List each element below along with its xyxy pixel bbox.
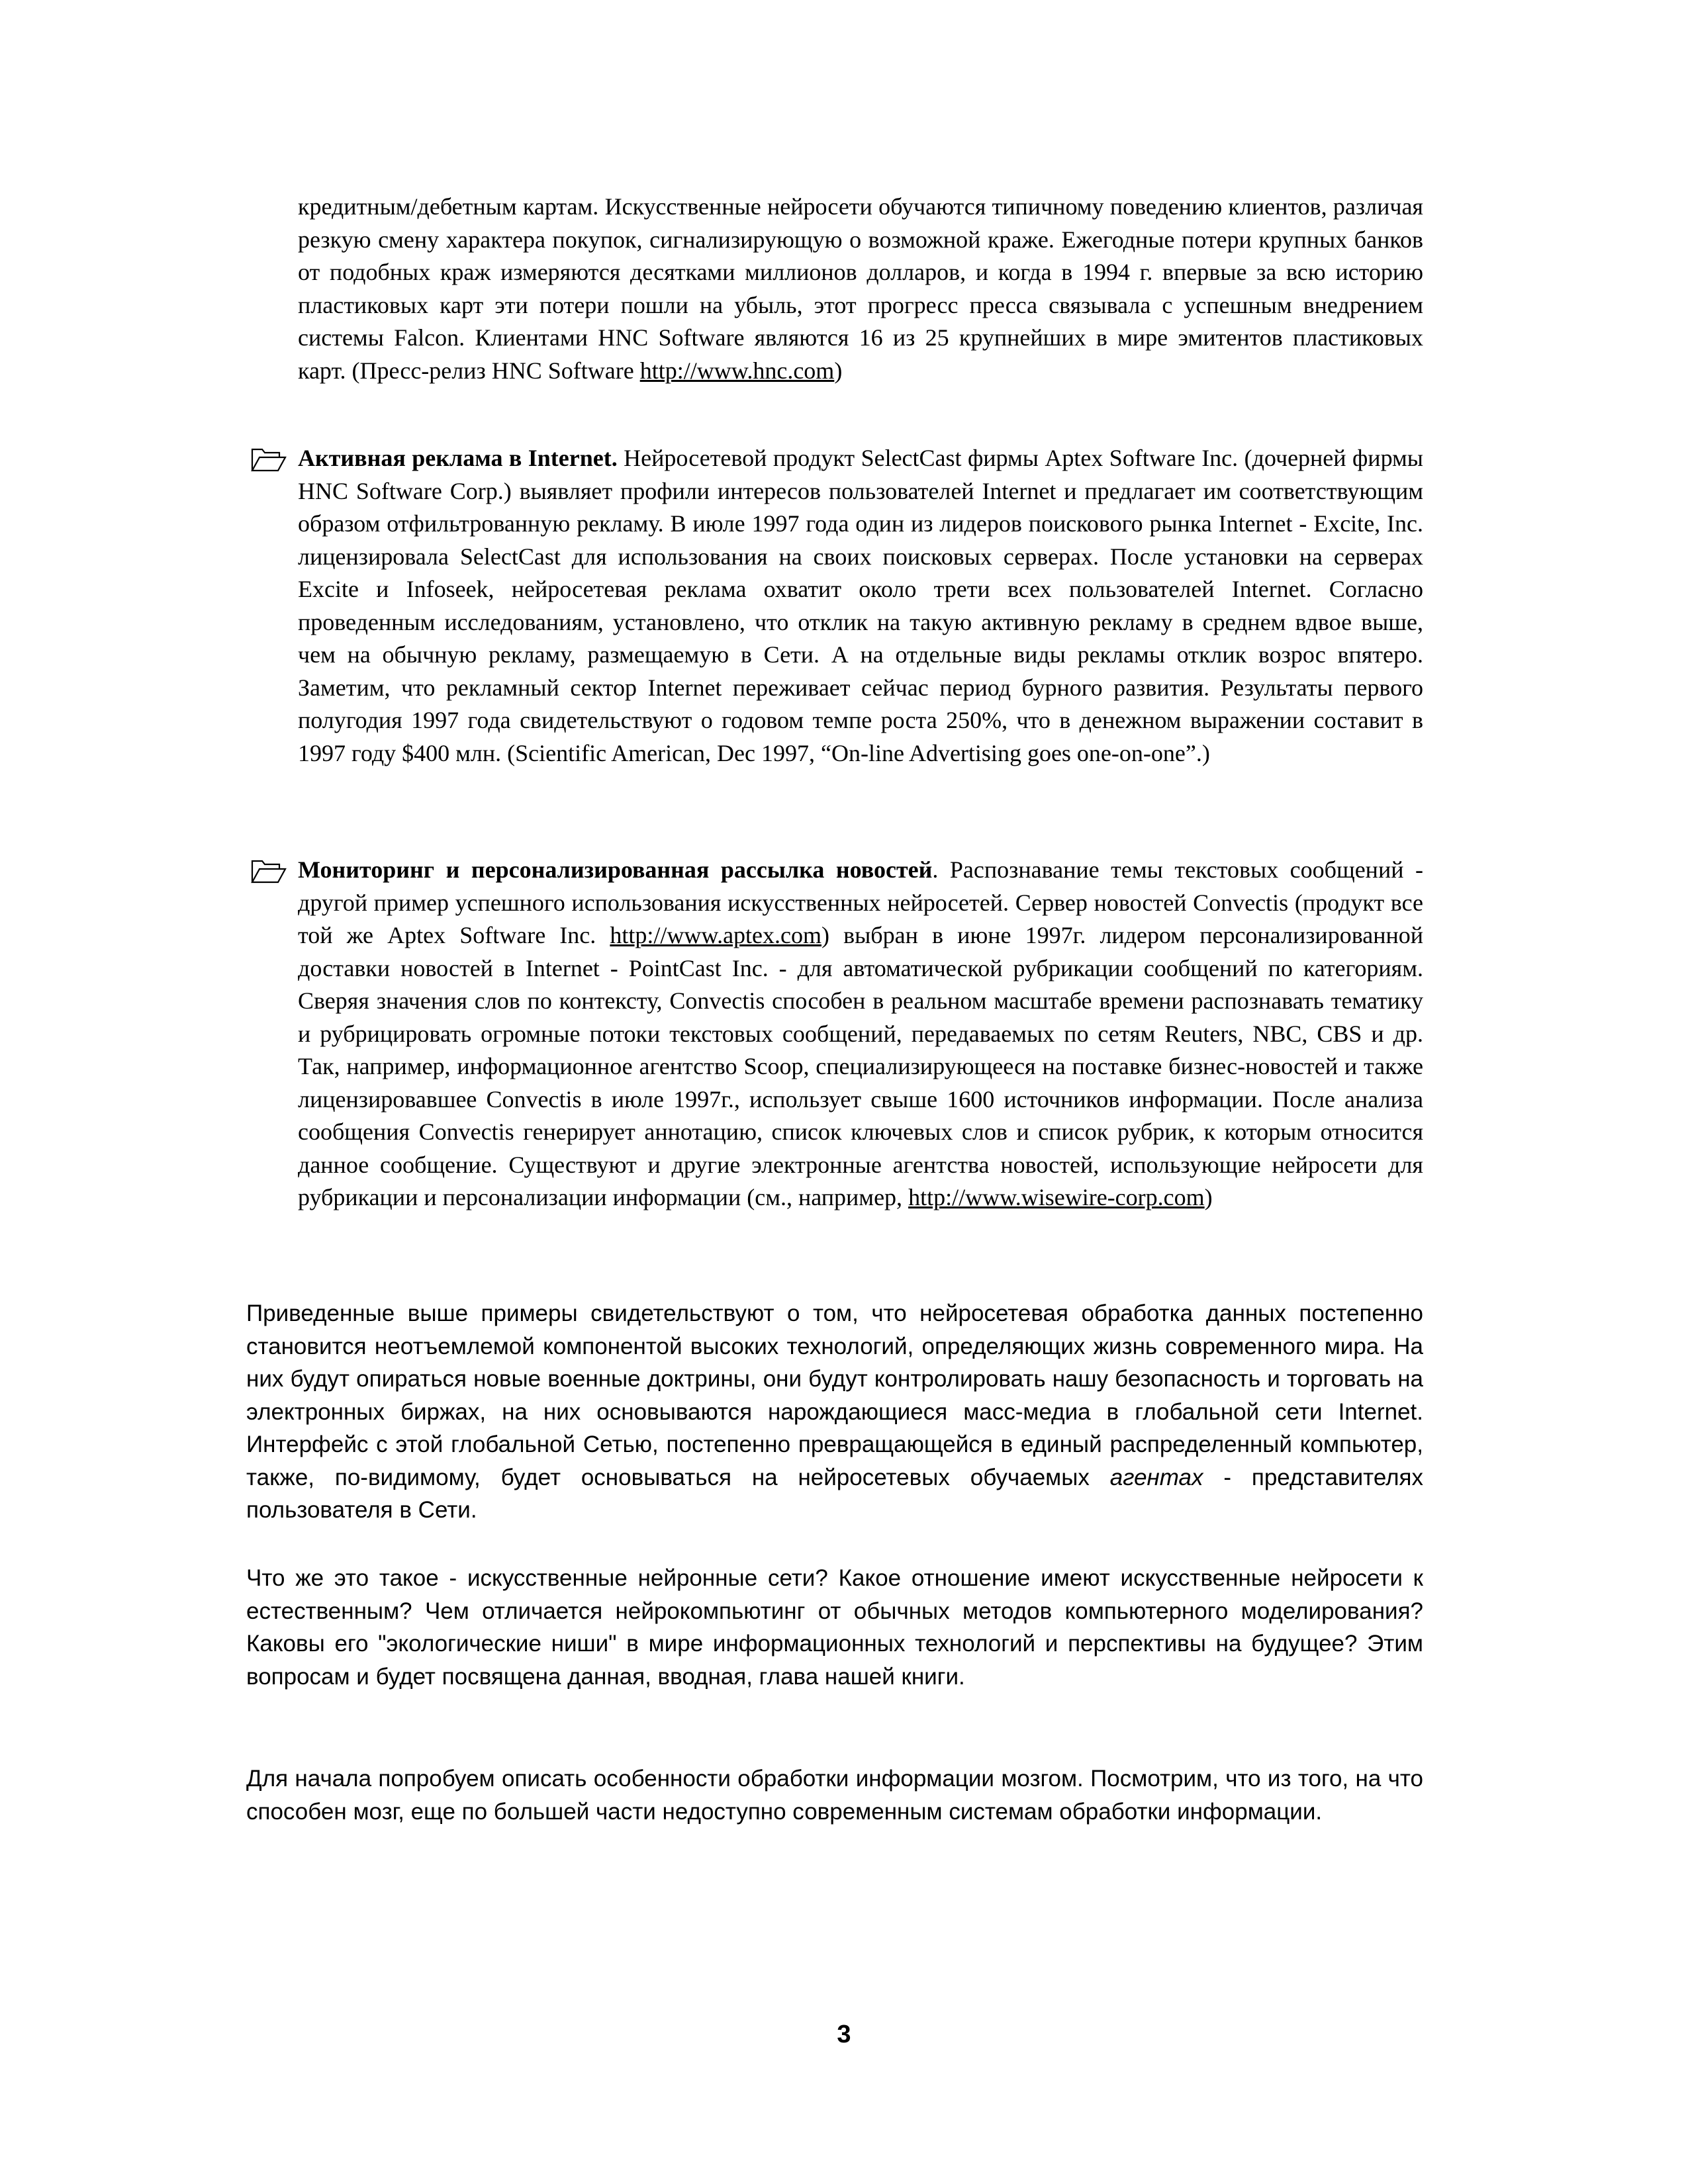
hnc-link[interactable]: http://www.hnc.com — [639, 357, 835, 384]
continuation-paragraph — [298, 191, 1423, 387]
bullet-text: Нейросетевой продукт SelectCast фирмы Aptex Software Inc. (дочерней фирмы HNC Software Corp.) выявляет профили интересов пользователей Internet и предлагает им соответствующим образом отфильтрованную рекламу. В июле 1997 года один из лидеров поискового рынка Internet - Excite, Inc. лицензировала SelectCast для использования на своих поисковых серверах. После установки на серверах Excite и Infoseek, нейросетевая реклама охватит около трети всех пользователей Internet. Согласно проведенным исследованиям, установлено, что отклик на такую активную рекламу в среднем вдвое выше, чем на обычную рекламу, размещаемую в Сети. А на отдельные виды рекламы отклик возрос впятеро. Заметим, что рекламный сектор Internet переживает сейчас период бурного развития. Результаты первого полугодия 1997 года свидетельствуют о годовом темпе роста 250%, что в денежном выражении составит в 1997 году $400 млн. (Scientific American, Dec 1997, “On-line Advertising goes one-on-one”.) — [298, 445, 1423, 766]
intro-paragraph — [246, 1762, 1423, 1828]
continuation-text: кредитным/дебетным картам. Искусственные нейросети обучаются типичному поведению клиентов, различая резкую смену характера покупок, сигнализирующую о возможной краже. Ежегодные потери крупных банков от подобных краж измеряются десятками миллионов долларов, и когда в 1994 г. впервые за всю историю пластиковых карт эти потери пошли на убыль, этот прогресс пресса связывала с успешным внедрением системы Falcon. Клиентами HNC Software являются 16 из 25 крупнейших в мире эмитентов пластиковых карт. (Пресс-релиз HNC Software — [298, 193, 1423, 384]
bullet-title: Мониторинг и персонализированная рассылка новостей — [298, 856, 933, 883]
aptex-link[interactable]: http://www.aptex.com — [610, 922, 822, 948]
open-folder-icon — [250, 446, 287, 473]
questions-paragraph — [246, 1562, 1423, 1693]
bullet-item-active-advertising — [298, 442, 1423, 770]
bullet-text: ) — [1204, 1184, 1213, 1210]
paragraph-text: Что же это такое - искусственные нейронные сети? Какое отношение имеют искусственные нейросети к естественным? Чем отличается нейрокомпьютинг от обычных методов компьютерного моделирования? Каковы его "экологические ниши" в мире информационных технологий и перспективы на будущее? Этим вопросам и будет посвящена данная, вводная, глава нашей книги. — [246, 1565, 1423, 1690]
bullet-text: . Распознавание темы текстовых сообщений - другой пример успешного использования искусственных нейросетей. Сервер новостей Convectis (продукт все той же Aptex Software Inc. — [298, 856, 1424, 948]
open-folder-icon — [250, 858, 287, 884]
bullet-title: Активная реклама в Internet. — [298, 445, 618, 471]
bullet-item-news-monitoring — [298, 854, 1423, 1214]
paragraph-text: - представителях пользователя в Сети. — [246, 1464, 1423, 1523]
paragraph-text: Приведенные выше примеры свидетельствуют о том, что нейросетевая обработка данных постепенно становится неотъемлемой компонентой высоких технологий, определяющих жизнь современного мира. На них будут опираться новые военные доктрины, они будут контролировать нашу безопасность и торговать на электронных биржах, на них основываются нарождающиеся масс-медиа в глобальной сети Internet. Интерфейс с этой глобальной Сетью, постепенно превращающейся в единый распределенный компьютер, также, по-видимому, будет основываться на нейросетевых обучаемых — [246, 1300, 1423, 1490]
summary-paragraph — [246, 1297, 1423, 1527]
continuation-close: ) — [834, 357, 843, 384]
paragraph-text: Для начала попробуем описать особенности обработки информации мозгом. Посмотрим, что из того, на что способен мозг, еще по большей части недоступно современным системам обработки информации. — [246, 1766, 1423, 1825]
bullet-text: ) выбран в июне 1997г. лидером персонализированной доставки новостей в Internet - PointCast Inc. - для автоматической рубрикации сообщений по категориям. Сверяя значения слов по контексту, Convectis способен в реальном масштабе времени распознавать тематику и рубрицировать огромные потоки текстовых сообщений, передаваемых по сетям Reuters, NBC, CBS и др. Так, например, информационное агентство Scoop, специализирующееся на поставке бизнес-новостей и также лицензировавшее Convectis в июле 1997г., использует свыше 1600 источников информации. После анализа сообщения Convectis генерирует аннотацию, список ключевых слов и список рубрик, к которым относится данное сообщение. Существуют и другие электронные агентства новостей, использующие нейросети для рубрикации и персонализации информации (см., например, — [298, 922, 1423, 1210]
page-number: 3 — [837, 2021, 851, 2048]
wisewire-link[interactable]: http://www.wisewire-corp.com — [908, 1184, 1205, 1210]
emphasis-agents: агентах — [1109, 1464, 1203, 1490]
